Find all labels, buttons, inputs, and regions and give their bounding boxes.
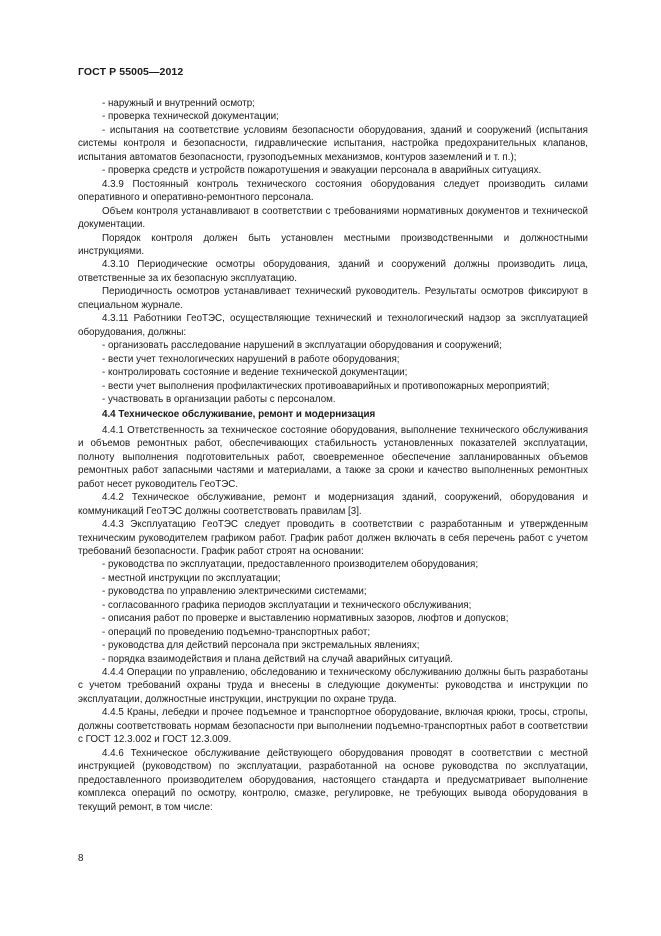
- paragraph: Порядок контроля должен быть установлен местными производственными и должностными инструкциями.: [78, 232, 588, 257]
- paragraph: - руководства по управлению электрическими системами;: [102, 586, 367, 598]
- paragraph: - операций по проведению подъемно-транспортных работ;: [102, 626, 371, 638]
- paragraph: 4.3.9 Постоянный контроль технического состояния оборудования следует производить силами оперативного и оперативно-ремонтного персонала.: [78, 178, 588, 204]
- paragraph: 4.4.1 Ответственность за техническое состояние оборудования, выполнение технического обслуживания и объемов ремонтных работ, обеспечивающих стабильность установленных показателей эксплуатации, полноту выполнения подготовительных работ, своевременное обеспечение запланированных объемов ремонтных работ запасными частями и материалами, а также за сроки и качество выполненных ремонтных работ несет руководитель ГеоТЭС.: [78, 424, 588, 490]
- paragraph: - описания работ по проверке и выставлению нормативных зазоров, люфтов и допусков;: [102, 613, 509, 625]
- paragraph: - согласованного графика периодов эксплуатации и технического обслуживания;: [102, 599, 472, 611]
- paragraph: - участвовать в организации работы с персоналом.: [102, 393, 336, 405]
- paragraph: Периодичность осмотров устанавливает технический руководитель. Результаты осмотров фиксируют в специальном журнале.: [78, 286, 588, 311]
- document-header: ГОСТ Р 55005—2012: [78, 66, 184, 78]
- paragraph: - испытания на соответствие условиям безопасности оборудования, зданий и сооружений (испытания системы контроля и безопасности, гидравлические испытания, настройка предохранительных клапанов, испытания автоматов безопасности, грузоподъемных механизмов, контуров заземлений и т. п.);: [78, 124, 588, 163]
- paragraph: - проверка технической документации;: [102, 111, 279, 123]
- paragraph: 4.4.4 Операции по управлению, обследованию и техническому обслуживанию должны быть разработаны с учетом требований охраны труда и внесены в следующие документы: руководства и инструкции по эксплуатации, должностные инструкции, инструкции по охране труда.: [78, 667, 588, 705]
- paragraph: - руководства по эксплуатации, предоставленного производителем оборудования;: [102, 559, 479, 571]
- paragraph: 4.4.6 Техническое обслуживание действующего оборудования проводят в соответствии с местной инструкцией (руководством) по эксплуатации, разработанной на основе руководства по эксплуатации, предоставленного производителем оборудования, настоящего стандарта и предусматривает выполнение комплекса операций по осмотру, контролю, смазке, регулировке, не требующих вывода оборудования в текущий ремонт, в том числе:: [78, 747, 588, 813]
- paragraph: - вести учет технологических нарушений в работе оборудования;: [102, 353, 400, 365]
- section-heading: 4.4 Техническое обслуживание, ремонт и модернизация: [102, 409, 376, 421]
- paragraph: - руководства для действий персонала при экстремальных явлениях;: [102, 640, 420, 652]
- document-body: [78, 97, 588, 814]
- paragraph: 4.4.5 Краны, лебедки и прочее подъемное и транспортное оборудование, включая крюки, тросы, стропы, должны соответствовать нормам безопасности при выполнении подъемно-транспортных работ в соответствии с ГОСТ 12.3.002 и ГОСТ 12.3.009.: [78, 707, 588, 746]
- paragraph: - контролировать состояние и ведение технической документации;: [102, 367, 408, 379]
- paragraph: Объем контроля устанавливают в соответствии с требованиями нормативных документов и технической документации.: [78, 205, 588, 231]
- paragraph: 4.4.2 Техническое обслуживание, ремонт и модернизация зданий, сооружений, оборудования и коммуникаций ГеоТЭС должны соответствовать правилам [3].: [78, 492, 588, 517]
- paragraph: - организовать расследование нарушений в эксплуатации оборудования и сооружений;: [102, 340, 502, 352]
- page-number: 8: [78, 853, 84, 864]
- paragraph: 4.3.10 Периодические осмотры оборудования, зданий и сооружений должны производить лица, ответственные за их безопасную эксплуатацию.: [78, 259, 588, 284]
- paragraph: - вести учет выполнения профилактических противоаварийных и противопожарных мероприятий;: [102, 380, 550, 392]
- paragraph: 4.4.3 Эксплуатацию ГеоТЭС следует проводить в соответствии с разработанным и утвержденным техническим руководителем графиком работ. График работ должен включать в себя перечень работ с учетом требований безопасности. График работ строят на основании:: [78, 519, 588, 557]
- paragraph: - порядка взаимодействия и плана действий на случай аварийных ситуаций.: [102, 653, 453, 665]
- paragraph: - наружный и внутренний осмотр;: [102, 98, 255, 109]
- paragraph: - проверка средств и устройств пожаротушения и эвакуации персонала в аварийных ситуациях.: [102, 165, 542, 177]
- paragraph: - местной инструкции по эксплуатации;: [102, 572, 281, 584]
- paragraph: 4.3.11 Работники ГеоТЭС, осуществляющие технический и технологический надзор за эксплуатацией оборудования, должны:: [78, 313, 588, 338]
